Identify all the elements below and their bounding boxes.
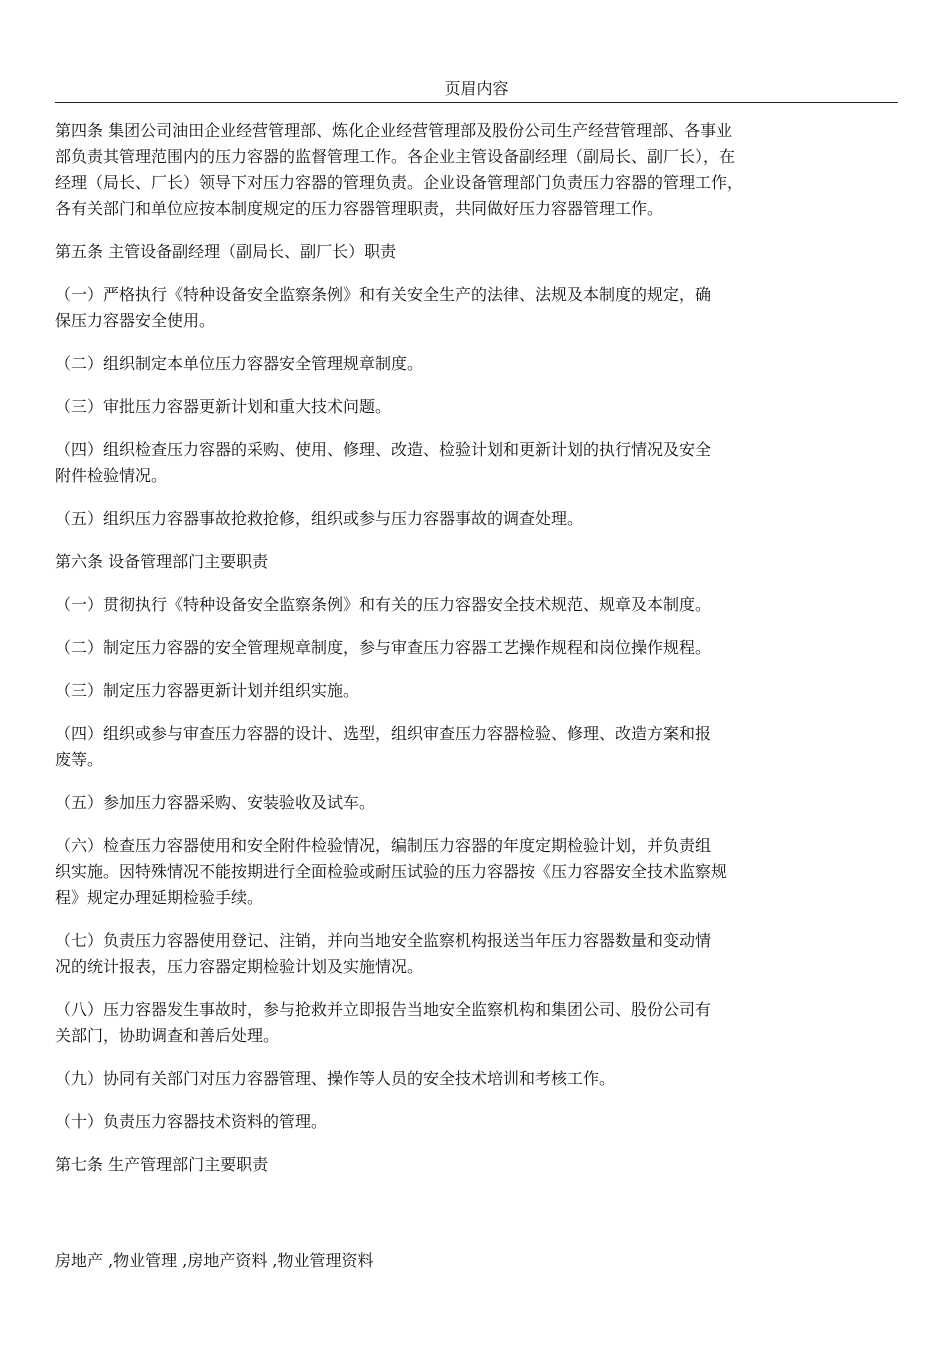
paragraph	[55, 928, 845, 980]
paragraph	[55, 1066, 845, 1092]
paragraph	[55, 635, 845, 661]
paragraph	[55, 1109, 845, 1135]
text-line: （五）参加压力容器采购、安装验收及试车。	[55, 793, 376, 812]
text-line: 部负责其管理范围内的压力容器的监督管理工作。各企业主管设备副经理（副局长、副厂长），在	[55, 147, 736, 166]
text-line: 第七条 生产管理部门主要职责	[55, 1155, 269, 1174]
text-line: （五）组织压力容器事故抢救抢修，组织或参与压力容器事故的调查处理。	[55, 509, 584, 528]
text-line: （十）负责压力容器技术资料的管理。	[55, 1112, 328, 1131]
text-line: 程》规定办理延期检验手续。	[55, 888, 264, 907]
text-line: 保压力容器安全使用。	[55, 311, 216, 330]
text-line: 况的统计报表，压力容器定期检验计划及实施情况。	[55, 957, 424, 976]
paragraph	[55, 437, 845, 489]
text-line: （二）组织制定本单位压力容器安全管理规章制度。	[55, 354, 424, 373]
paragraph	[55, 351, 845, 377]
document-body	[55, 118, 845, 1195]
paragraph	[55, 282, 845, 334]
text-line: 关部门，协助调查和善后处理。	[55, 1026, 280, 1045]
text-line: （一）严格执行《特种设备安全监察条例》和有关安全生产的法律、法规及本制度的规定，确	[55, 285, 712, 304]
text-line: 织实施。因特殊情况不能按期进行全面检验或耐压试验的压力容器按《压力容器安全技术监察规	[55, 862, 728, 881]
text-line: （九）协同有关部门对压力容器管理、操作等人员的安全技术培训和考核工作。	[55, 1069, 616, 1088]
text-line: （四）组织或参与审查压力容器的设计、选型，组织审查压力容器检验、修理、改造方案和报	[55, 724, 712, 743]
text-line: 各有关部门和单位应按本制度规定的压力容器管理职责，共同做好压力容器管理工作。	[55, 199, 664, 218]
text-line: （三）制定压力容器更新计划并组织实施。	[55, 681, 360, 700]
page-header	[55, 78, 898, 103]
text-line: 经理（局长、厂长）领导下对压力容器的管理负责。企业设备管理部门负责压力容器的管理工作，	[55, 173, 744, 192]
text-line: （二）制定压力容器的安全管理规章制度，参与审查压力容器工艺操作规程和岗位操作规程。	[55, 638, 712, 657]
header-title: 页眉内容	[444, 79, 509, 98]
paragraph	[55, 790, 845, 816]
paragraph	[55, 506, 845, 532]
paragraph	[55, 833, 845, 911]
text-line: （三）审批压力容器更新计划和重大技术问题。	[55, 397, 392, 416]
text-line: 废等。	[55, 750, 104, 769]
text-line: 附件检验情况。	[55, 466, 168, 485]
paragraph	[55, 721, 845, 773]
page-footer: 房地产 ,物业管理 ,房地产资料 ,物业管理资料	[55, 1251, 374, 1270]
paragraph	[55, 239, 845, 265]
text-line: （四）组织检查压力容器的采购、使用、修理、改造、检验计划和更新计划的执行情况及安全	[55, 440, 712, 459]
text-line: （七）负责压力容器使用登记、注销，并向当地安全监察机构报送当年压力容器数量和变动情	[55, 931, 712, 950]
paragraph	[55, 592, 845, 618]
paragraph	[55, 1152, 845, 1178]
text-line: 第六条 设备管理部门主要职责	[55, 552, 269, 571]
text-line: （六）检查压力容器使用和安全附件检验情况，编制压力容器的年度定期检验计划，并负责组	[55, 836, 712, 855]
text-line: 第四条 集团公司油田企业经营管理部、炼化企业经营管理部及股份公司生产经营管理部、各事业	[55, 121, 733, 140]
text-line: 第五条 主管设备副经理（副局长、副厂长）职责	[55, 242, 397, 261]
text-line: （八）压力容器发生事故时，参与抢救并立即报告当地安全监察机构和集团公司、股份公司有	[55, 1000, 712, 1019]
paragraph	[55, 394, 845, 420]
paragraph	[55, 118, 845, 222]
paragraph	[55, 678, 845, 704]
paragraph	[55, 997, 845, 1049]
paragraph	[55, 549, 845, 575]
text-line: （一）贯彻执行《特种设备安全监察条例》和有关的压力容器安全技术规范、规章及本制度。	[55, 595, 712, 614]
